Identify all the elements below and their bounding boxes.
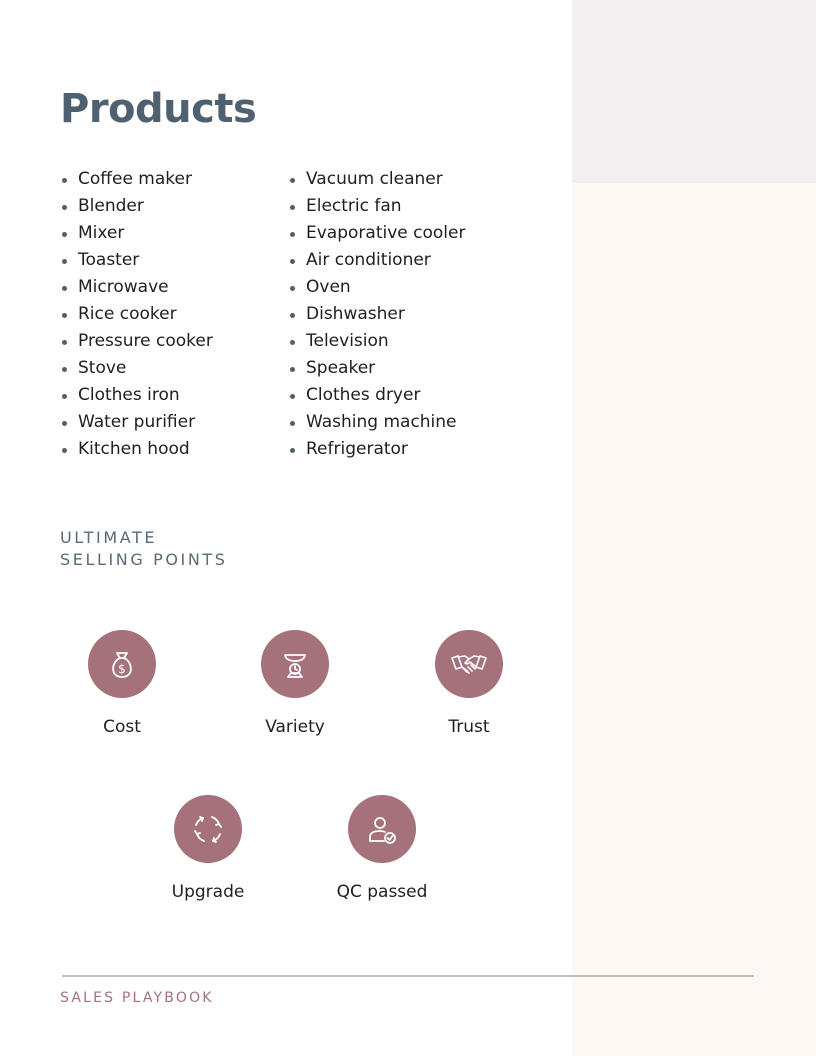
footer-text: SALES PLAYBOOK (60, 990, 214, 1006)
usp-trust (399, 630, 539, 738)
list-item: Dishwasher (288, 301, 465, 328)
usp-qc-passed (312, 795, 452, 903)
usp-label: Upgrade (171, 882, 245, 902)
usp-cost (52, 630, 192, 738)
side-panel-top (572, 0, 816, 183)
scale-icon (261, 630, 329, 698)
list-item: Water purifier (60, 409, 213, 436)
list-item: Rice cooker (60, 301, 213, 328)
usp-heading-line1: ULTIMATE (60, 528, 158, 547)
usp-label: QC passed (336, 882, 428, 902)
list-item: Microwave (60, 274, 213, 301)
usp-upgrade (138, 795, 278, 903)
list-item: Clothes dryer (288, 382, 465, 409)
list-item: Speaker (288, 355, 465, 382)
list-item: Oven (288, 274, 465, 301)
money-bag-icon (88, 630, 156, 698)
list-item: Television (288, 328, 465, 355)
svg-text:$: $ (118, 662, 126, 676)
footer-divider (62, 975, 754, 977)
usp-variety (225, 630, 365, 738)
list-item: Vacuum cleaner (288, 166, 465, 193)
list-item: Refrigerator (288, 436, 465, 463)
usp-heading-line2: SELLING POINTS (60, 550, 228, 569)
usp-label: Variety (265, 717, 325, 737)
list-item: Blender (60, 193, 213, 220)
usp-label: Cost (103, 717, 141, 737)
list-item: Mixer (60, 220, 213, 247)
list-item: Toaster (60, 247, 213, 274)
list-item: Washing machine (288, 409, 465, 436)
list-item: Kitchen hood (60, 436, 213, 463)
handshake-icon (435, 630, 503, 698)
list-item: Air conditioner (288, 247, 465, 274)
list-item: Coffee maker (60, 166, 213, 193)
list-item: Evaporative cooler (288, 220, 465, 247)
usp-label: Trust (448, 717, 490, 737)
products-list-left (60, 166, 213, 463)
list-item: Pressure cooker (60, 328, 213, 355)
list-item: Electric fan (288, 193, 465, 220)
products-list-right (288, 166, 465, 463)
side-panel-bottom (572, 183, 816, 1056)
list-item: Stove (60, 355, 213, 382)
user-check-icon (348, 795, 416, 863)
refresh-cycle-icon (174, 795, 242, 863)
list-item: Clothes iron (60, 382, 213, 409)
page-title: Products (60, 86, 257, 132)
usp-heading (60, 527, 228, 571)
